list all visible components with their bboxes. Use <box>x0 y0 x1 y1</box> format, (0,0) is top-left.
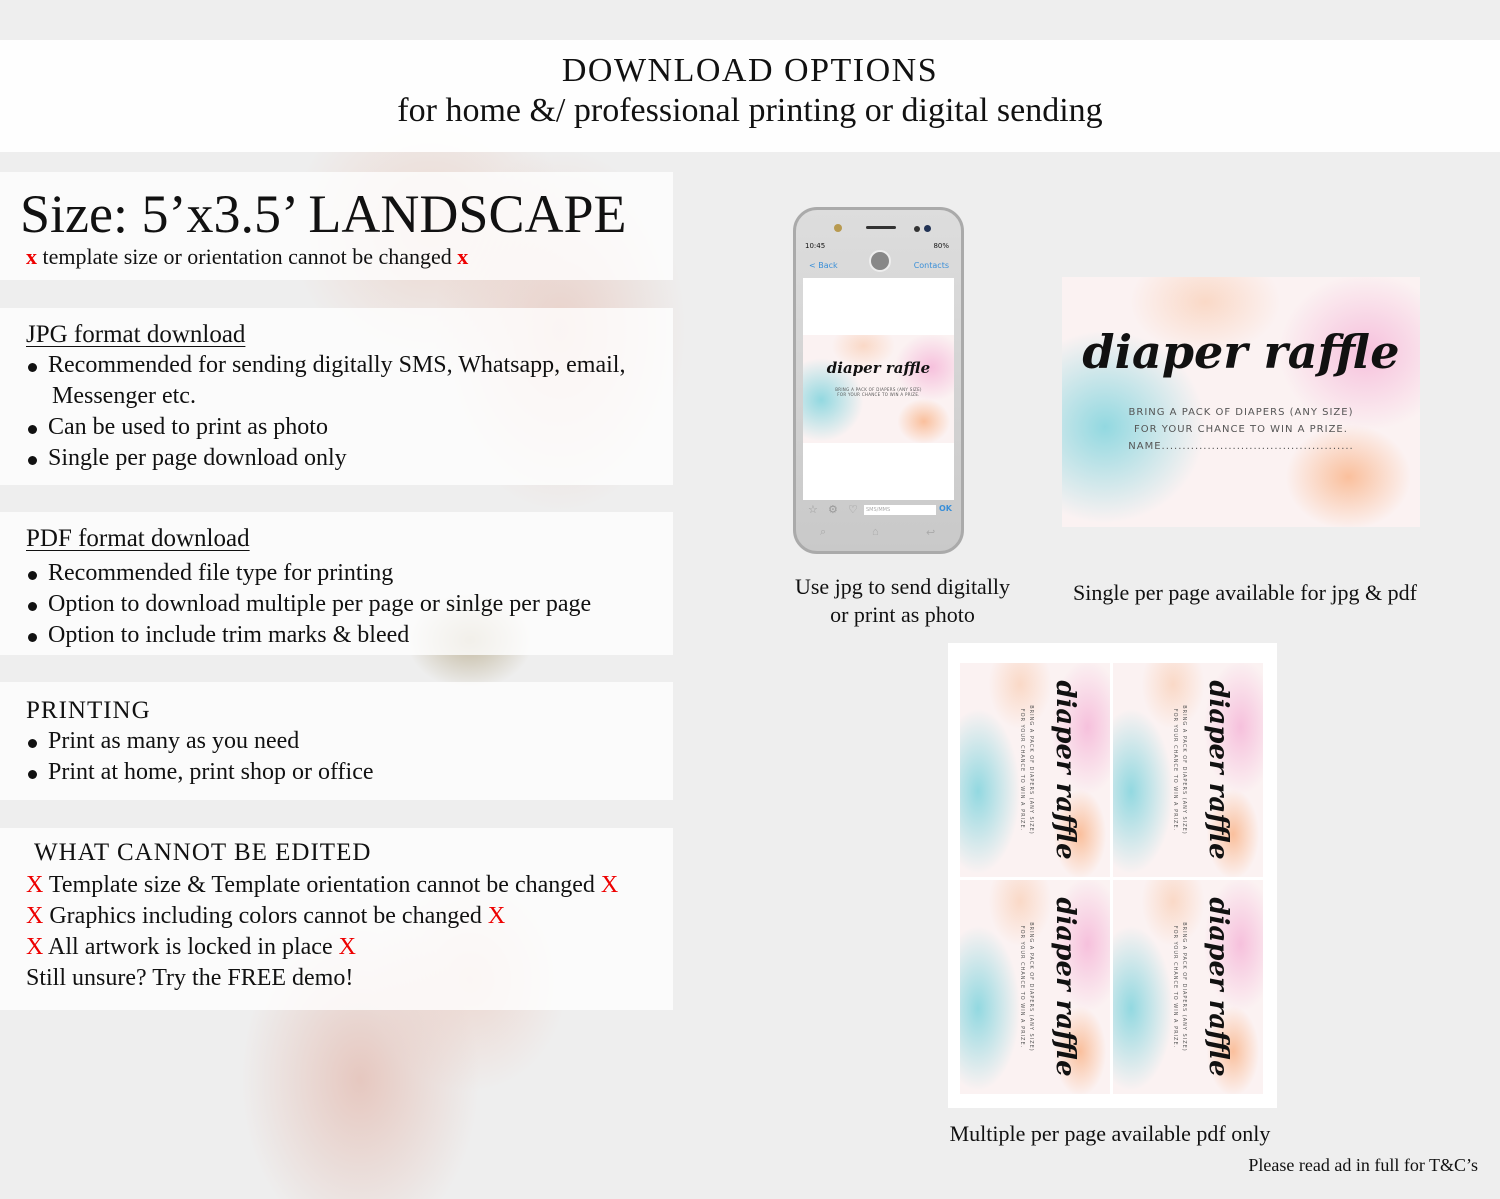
card-line: FOR YOUR CHANCE TO WIN A PRIZE. <box>1134 424 1348 435</box>
contacts-button[interactable]: Contacts <box>913 261 949 270</box>
multi-card-sheet <box>948 643 1277 1108</box>
card-preview-multi: diaper raffle BRING A PACK OF DIAPERS (ANY SIZE) FOR YOUR CHANCE TO WIN A PRIZE. <box>1113 880 1263 1094</box>
card-title: diaper raffle <box>1082 325 1400 379</box>
size-title: Size: 5’x3.5’ LANDSCAPE <box>20 184 627 244</box>
status-time: 10:45 <box>805 242 826 250</box>
jpg-section <box>0 308 673 485</box>
back-nav-icon[interactable]: ↩ <box>926 527 936 539</box>
card-preview-small: diaper raffle BRING A PACK OF DIAPERS (ANY SIZE) FOR YOUR CHANCE TO WIN A PRIZE. <box>803 335 954 443</box>
caption-multiple: Multiple per page available pdf only <box>949 1121 1271 1146</box>
phone-mockup <box>793 207 964 554</box>
card-preview-single <box>1062 277 1420 527</box>
demo-text: Still unsure? Try the FREE demo! <box>26 965 354 991</box>
list-item: Option to download multiple per page or sinlge per page <box>26 589 673 620</box>
size-note: x template size or orientation cannot be changed x <box>26 244 469 269</box>
pdf-heading: PDF format download <box>26 525 250 552</box>
heart-icon[interactable]: ♡ <box>848 504 858 516</box>
back-button[interactable]: < Back <box>809 261 838 270</box>
cannot-edit-section <box>0 828 673 1010</box>
list-item: Recommended for sending digitally SMS, Whatsapp, email, <box>26 350 673 381</box>
printing-heading: PRINTING <box>26 697 151 724</box>
status-battery: 80% <box>933 242 949 250</box>
list-item: Single per page download only <box>26 443 673 474</box>
list-item: Print at home, print shop or office <box>26 757 673 788</box>
cannot-edit-heading: WHAT CANNOT BE EDITED <box>34 839 372 866</box>
ok-button[interactable]: OK <box>939 504 952 513</box>
list-item-continuation: Messenger etc. <box>52 383 196 409</box>
card-line: NAME.............................................. <box>1128 441 1354 452</box>
jpg-heading: JPG format download <box>26 321 246 348</box>
search-icon[interactable]: ⌕ <box>820 526 827 538</box>
list-item: Can be used to print as photo <box>26 412 673 443</box>
sms-input[interactable]: SMS/MMS <box>864 505 936 515</box>
star-icon[interactable]: ☆ <box>808 504 818 516</box>
list-item: Option to include trim marks & bleed <box>26 620 673 651</box>
printing-section <box>0 682 673 800</box>
front-camera-icon <box>924 225 931 232</box>
card-preview-multi: diaper raffle BRING A PACK OF DIAPERS (ANY SIZE) FOR YOUR CHANCE TO WIN A PRIZE. <box>960 880 1110 1094</box>
speaker-icon <box>866 226 896 229</box>
caption-single: Single per page available for jpg & pdf <box>1073 580 1417 605</box>
list-item: Recommended file type for printing <box>26 558 673 589</box>
list-item: X Template size & Template orientation cannot be changed X <box>26 872 619 898</box>
list-item: X All artwork is locked in place X <box>26 934 356 960</box>
footer-note: Please read ad in full for T&C’s <box>1248 1155 1478 1175</box>
header-band <box>0 40 1500 152</box>
pdf-section <box>0 512 673 655</box>
list-item: X Graphics including colors cannot be changed X <box>26 903 506 929</box>
list-item: Print as many as you need <box>26 726 673 757</box>
sensor-icon <box>914 226 920 232</box>
page-subtitle: for home &/ professional printing or digital sending <box>397 92 1103 129</box>
avatar <box>869 250 891 272</box>
card-line: BRING A PACK OF DIAPERS (ANY SIZE) <box>1128 407 1354 418</box>
size-section <box>0 172 673 280</box>
caption-phone: Use jpg to send digitally or print as photo <box>794 574 1011 627</box>
card-preview-multi: diaper raffle BRING A PACK OF DIAPERS (ANY SIZE) FOR YOUR CHANCE TO WIN A PRIZE. <box>960 663 1110 877</box>
settings-icon[interactable]: ⚙ <box>828 504 838 516</box>
page-title: DOWNLOAD OPTIONS <box>561 52 939 89</box>
camera-icon <box>834 224 842 232</box>
card-preview-multi: diaper raffle BRING A PACK OF DIAPERS (ANY SIZE) FOR YOUR CHANCE TO WIN A PRIZE. <box>1113 663 1263 877</box>
home-icon[interactable]: ⌂ <box>872 526 879 538</box>
phone-screen <box>803 278 954 500</box>
